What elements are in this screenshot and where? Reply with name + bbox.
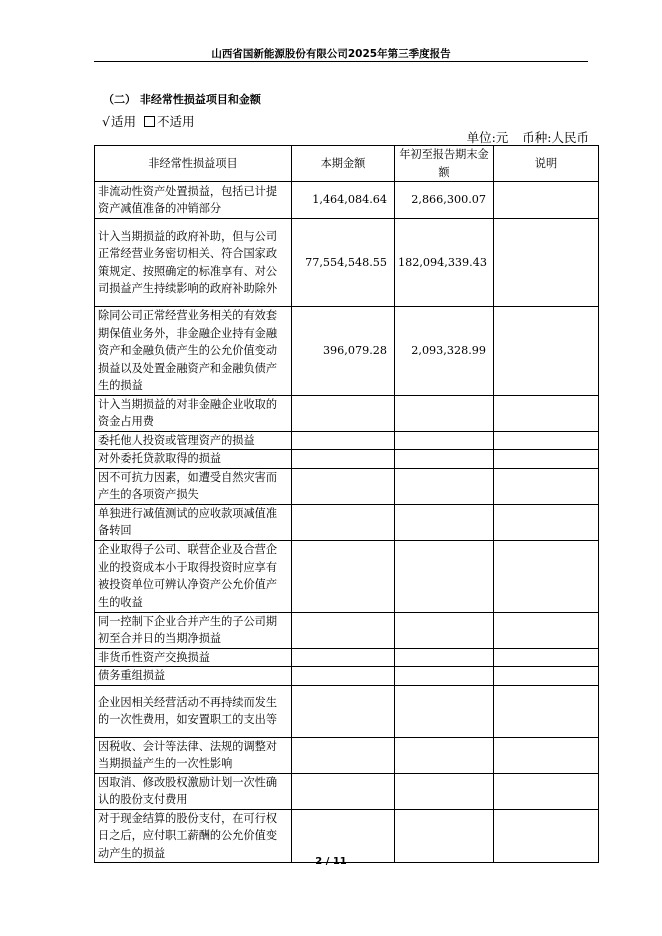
applicable-label: 适用	[110, 114, 136, 129]
row-current-amount-cell	[292, 450, 395, 469]
row-current-amount-cell	[292, 431, 395, 450]
row-note-cell	[494, 450, 599, 469]
page-number: 2 / 11	[315, 856, 347, 867]
row-current-amount-cell	[292, 395, 395, 431]
row-ytd-amount-cell: 182,094,339.43	[395, 219, 494, 307]
report-header-title: 山西省国新能源股份有限公司2025年第三季度报告	[211, 48, 451, 60]
row-item-cell: 委托他人投资或管理资产的损益	[95, 431, 292, 450]
row-current-amount-cell: 396,079.28	[292, 307, 395, 396]
row-note-cell	[494, 540, 599, 612]
row-note-cell	[494, 219, 599, 307]
table-row	[95, 182, 599, 219]
row-ytd-amount-cell	[395, 540, 494, 612]
table-row	[95, 468, 599, 504]
row-note-cell	[494, 773, 599, 809]
currency-label: 币种:人民币	[522, 130, 589, 145]
table-row	[95, 504, 599, 540]
section-title: （二） 非经常性损益项目和金额	[103, 93, 261, 106]
row-item-cell: 对外委托贷款取得的损益	[95, 450, 292, 469]
row-note-cell	[494, 648, 599, 667]
table-row	[95, 219, 599, 307]
row-note-cell	[494, 809, 599, 863]
row-note-cell	[494, 685, 599, 737]
row-item-cell: 对于现金结算的股份支付，在可行权日之后，应付职工薪酬的公允价值变动产生的损益	[95, 809, 292, 863]
header-note: 说明	[494, 146, 599, 182]
row-item-cell: 企业取得子公司、联营企业及合营企业的投资成本小于取得投资时应享有被投资单位可辨认净资产公允价值产生的收益	[95, 540, 292, 612]
row-note-cell	[494, 395, 599, 431]
row-item-cell: 计入当期损益的政府补助，但与公司正常经营业务密切相关、符合国家政策规定、按照确定的标准享有、对公司损益产生持续影响的政府补助除外	[95, 219, 292, 307]
row-item-cell: 同一控制下企业合并产生的子公司期初至合并日的当期净损益	[95, 612, 292, 648]
table-row	[95, 773, 599, 809]
row-ytd-amount-cell	[395, 504, 494, 540]
unit-label: 单位:元	[466, 130, 509, 145]
header-item: 非经常性损益项目	[95, 146, 292, 182]
row-note-cell	[494, 612, 599, 648]
table-row	[95, 737, 599, 773]
header-current-period: 本期金额	[292, 146, 395, 182]
header-divider	[94, 61, 588, 62]
row-current-amount-cell	[292, 773, 395, 809]
row-item-cell: 计入当期损益的对非金融企业收取的资金占用费	[95, 395, 292, 431]
row-note-cell	[494, 737, 599, 773]
row-ytd-amount-cell	[395, 450, 494, 469]
row-ytd-amount-cell	[395, 468, 494, 504]
row-note-cell	[494, 468, 599, 504]
table-row	[95, 395, 599, 431]
table-row	[95, 450, 599, 469]
row-note-cell	[494, 504, 599, 540]
row-item-cell: 因税收、会计等法律、法规的调整对当期损益产生的一次性影响	[95, 737, 292, 773]
row-item-cell: 企业因相关经营活动不再持续而发生的一次性费用，如安置职工的支出等	[95, 685, 292, 737]
row-ytd-amount-cell	[395, 737, 494, 773]
table-row	[95, 431, 599, 450]
row-ytd-amount-cell: 2,866,300.07	[395, 182, 494, 219]
table-row	[95, 685, 599, 737]
table-row	[95, 612, 599, 648]
row-note-cell	[494, 182, 599, 219]
empty-checkbox-icon	[144, 116, 155, 127]
row-ytd-amount-cell	[395, 773, 494, 809]
row-item-cell: 债务重组损益	[95, 667, 292, 686]
table-row	[95, 307, 599, 396]
row-item-cell: 因取消、修改股权激励计划一次性确认的股份支付费用	[95, 773, 292, 809]
non-recurring-gains-losses-table	[94, 145, 599, 863]
applicability-options	[102, 112, 195, 130]
row-item-cell: 单独进行减值测试的应收款项减值准备转回	[95, 504, 292, 540]
row-note-cell	[494, 431, 599, 450]
table-row	[95, 667, 599, 686]
table-row	[95, 809, 599, 863]
row-current-amount-cell	[292, 685, 395, 737]
row-ytd-amount-cell	[395, 809, 494, 863]
row-current-amount-cell	[292, 540, 395, 612]
table-header-row	[95, 146, 599, 182]
row-item-cell: 非流动性资产处置损益，包括已计提资产减值准备的冲销部分	[95, 182, 292, 219]
not-applicable-label: 不适用	[156, 114, 195, 129]
table-row	[95, 540, 599, 612]
row-item-cell: 因不可抗力因素，如遭受自然灾害而产生的各项资产损失	[95, 468, 292, 504]
row-current-amount-cell	[292, 737, 395, 773]
row-current-amount-cell	[292, 667, 395, 686]
row-item-cell: 非货币性资产交换损益	[95, 648, 292, 667]
row-note-cell	[494, 667, 599, 686]
row-item-cell: 除同公司正常经营业务相关的有效套期保值业务外，非金融企业持有金融资产和金融负债产生的公允价值变动损益以及处置金融资产和金融负债产生的损益	[95, 307, 292, 396]
row-current-amount-cell	[292, 809, 395, 863]
row-ytd-amount-cell: 2,093,328.99	[395, 307, 494, 396]
row-current-amount-cell	[292, 612, 395, 648]
row-note-cell	[494, 307, 599, 396]
row-ytd-amount-cell	[395, 648, 494, 667]
row-ytd-amount-cell	[395, 685, 494, 737]
row-current-amount-cell	[292, 504, 395, 540]
header-ytd: 年初至报告期末金额	[395, 146, 494, 182]
table-row	[95, 648, 599, 667]
row-current-amount-cell	[292, 648, 395, 667]
row-ytd-amount-cell	[395, 667, 494, 686]
row-ytd-amount-cell	[395, 612, 494, 648]
checkmark-icon: √	[102, 114, 110, 129]
row-current-amount-cell: 77,554,548.55	[292, 219, 395, 307]
row-ytd-amount-cell	[395, 395, 494, 431]
unit-currency-line	[467, 128, 589, 146]
row-current-amount-cell	[292, 468, 395, 504]
row-current-amount-cell: 1,464,084.64	[292, 182, 395, 219]
row-ytd-amount-cell	[395, 431, 494, 450]
